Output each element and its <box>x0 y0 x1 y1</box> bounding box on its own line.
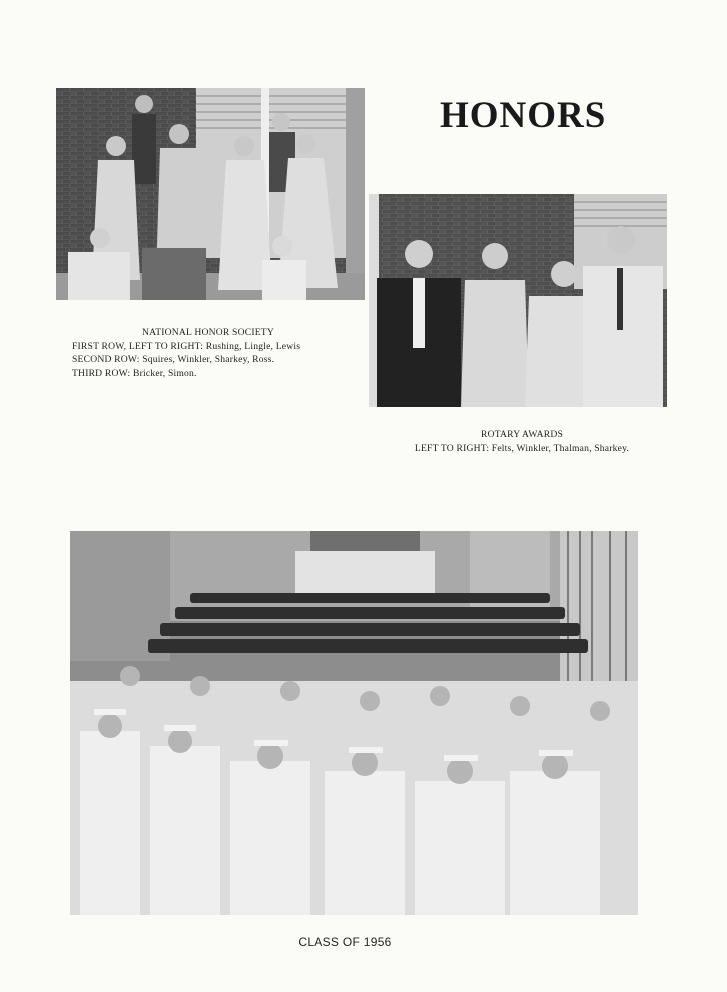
national-honor-society-photo <box>56 88 365 300</box>
page-title: HONORS <box>440 95 607 136</box>
national-honor-society-first-row: FIRST ROW, LEFT TO RIGHT: Rushing, Lingle, Lewis <box>72 340 301 352</box>
national-honor-society-caption <box>72 326 344 380</box>
rotary-awards-names: LEFT TO RIGHT: Felts, Winkler, Thalman, Sharkey. <box>414 442 630 454</box>
class-photo-caption: CLASS OF 1956 <box>298 935 392 949</box>
rotary-awards-photo <box>369 194 667 407</box>
rotary-awards-caption <box>372 428 672 455</box>
class-photo <box>70 531 638 915</box>
rotary-awards-heading: ROTARY AWARDS <box>481 429 563 440</box>
national-honor-society-heading: NATIONAL HONOR SOCIETY <box>142 327 274 338</box>
national-honor-society-third-row: THIRD ROW: Bricker, Simon. <box>72 367 197 379</box>
national-honor-society-second-row: SECOND ROW: Squires, Winkler, Sharkey, Ross. <box>72 354 275 365</box>
